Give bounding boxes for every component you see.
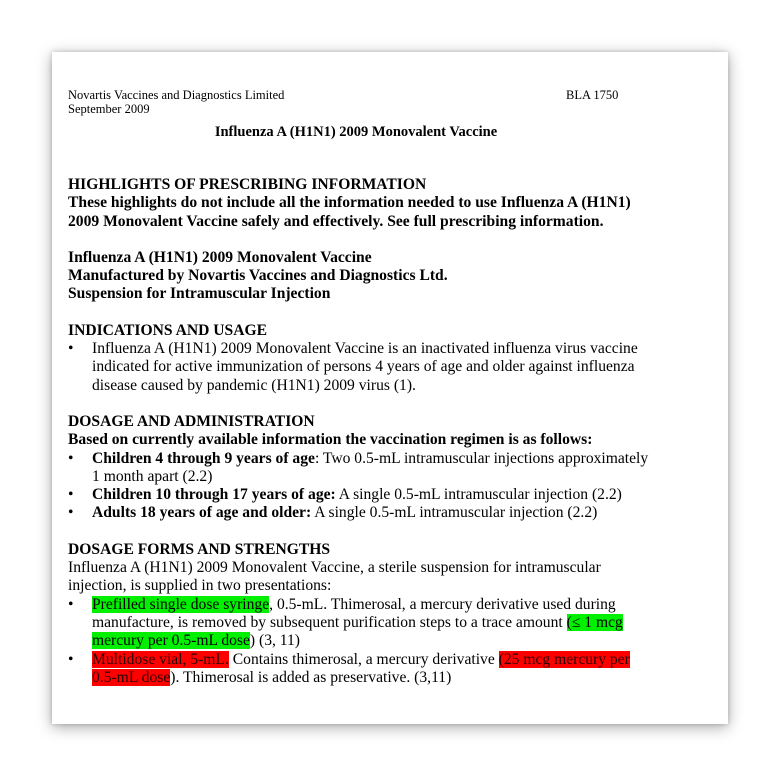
document-title: Influenza A (H1N1) 2009 Monovalent Vaccine bbox=[214, 124, 498, 140]
dosage-item-label: Adults 18 years of age and older: bbox=[92, 504, 312, 522]
forms-heading: DOSAGE FORMS AND STRENGTHS bbox=[68, 540, 331, 558]
indications-list bbox=[68, 340, 658, 395]
bullet-icon: • bbox=[68, 449, 74, 467]
syringe-text-end: ) (3, 11) bbox=[249, 632, 300, 650]
header-left bbox=[68, 88, 284, 116]
syringe-text: , 0.5-mL. Thimerosal, a mercury derivative used during manufacture, is removed by subsequent purification steps to a trace amount bbox=[92, 595, 616, 631]
highlights-section bbox=[68, 176, 658, 231]
forms-section bbox=[68, 541, 658, 687]
forms-intro: Influenza A (H1N1) 2009 Monovalent Vaccine, a sterile suspension for intramuscular injection, is supplied in two presentations: bbox=[68, 559, 601, 595]
forms-list bbox=[68, 596, 658, 687]
bla-number: BLA 1750 bbox=[566, 88, 619, 102]
highlights-text: These highlights do not include all the information needed to use Influenza A (H1N1) 2009 Monovalent Vaccine safely and effectively. See full prescribing information. bbox=[68, 194, 631, 230]
manufacturer: Manufactured by Novartis Vaccines and Diagnostics Ltd. bbox=[68, 267, 448, 285]
document-date: September 2009 bbox=[68, 102, 150, 116]
list-item bbox=[68, 450, 658, 487]
highlights-heading: HIGHLIGHTS OF PRESCRIBING INFORMATION bbox=[68, 176, 427, 193]
syringe-highlight: Prefilled single dose syringe bbox=[92, 595, 270, 613]
syringe-mercury-highlight: (≤ 1 mcg mercury per 0.5-mL dose bbox=[92, 613, 623, 650]
bullet-icon: • bbox=[68, 650, 74, 668]
document-page bbox=[52, 52, 728, 724]
product-section bbox=[68, 249, 658, 304]
vial-text-end: ). Thimerosal is added as preservative. (3,11) bbox=[170, 668, 452, 686]
vial-mercury-highlight: (25 mcg mercury per 0.5-mL dose bbox=[92, 650, 630, 686]
formulation: Suspension for Intramuscular Injection bbox=[68, 285, 331, 303]
dosage-intro: Based on currently available information the vaccination regimen is as follows: bbox=[68, 431, 593, 449]
dosage-heading: DOSAGE AND ADMINISTRATION bbox=[68, 412, 315, 430]
list-item bbox=[68, 340, 658, 395]
dosage-item-text: : Two 0.5-mL intramuscular injections approximately 1 month apart (2.2) bbox=[92, 449, 649, 485]
company-name: Novartis Vaccines and Diagnostics Limited bbox=[68, 88, 285, 102]
indications-heading: INDICATIONS AND USAGE bbox=[68, 321, 268, 339]
list-item bbox=[68, 486, 658, 504]
document-body bbox=[68, 176, 658, 687]
bullet-icon: • bbox=[68, 595, 74, 613]
dosage-list bbox=[68, 450, 658, 523]
list-item bbox=[68, 596, 658, 651]
dosage-item-text: A single 0.5-mL intramuscular injection (2.2) bbox=[335, 486, 622, 504]
dosage-item-text: A single 0.5-mL intramuscular injection (2.2) bbox=[311, 504, 598, 522]
dosage-item-label: Children 4 through 9 years of age bbox=[92, 449, 315, 467]
product-name: Influenza A (H1N1) 2009 Monovalent Vaccine bbox=[68, 248, 372, 266]
indications-section bbox=[68, 322, 658, 395]
bullet-icon: • bbox=[68, 504, 74, 522]
indications-text: Influenza A (H1N1) 2009 Monovalent Vaccine is an inactivated influenza virus vaccine indicated for active immunization of persons 4 years of age and older against influenza disease caused by pandemic (H1N1) 2009 virus (1). bbox=[92, 340, 638, 394]
bullet-icon: • bbox=[68, 340, 74, 358]
vial-text: Contains thimerosal, a mercury derivative bbox=[228, 650, 499, 668]
bullet-icon: • bbox=[68, 486, 74, 504]
vial-highlight: Multidose vial, 5-mL. bbox=[92, 650, 229, 668]
list-item bbox=[68, 651, 658, 688]
list-item bbox=[68, 504, 658, 522]
dosage-section bbox=[68, 413, 658, 523]
dosage-item-label: Children 10 through 17 years of age: bbox=[92, 486, 336, 504]
